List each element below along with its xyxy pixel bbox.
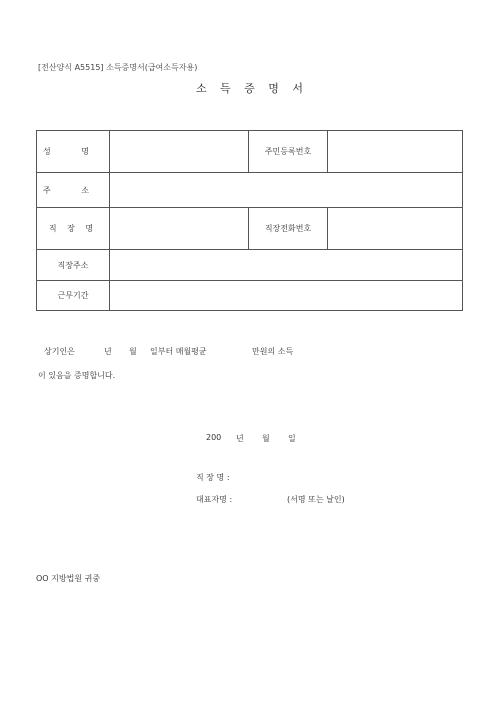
form-code: [전산양식 A5515] 소득증명서(급여소득자용) (38, 63, 198, 72)
info-table (36, 130, 463, 311)
work-period-field[interactable] (110, 281, 463, 311)
date-month-unit: 월 (262, 434, 270, 443)
address-field[interactable] (110, 173, 463, 208)
seal-note: (서명 또는 날인) (287, 495, 345, 504)
name-field[interactable] (110, 131, 249, 173)
date-year: 200 (206, 433, 222, 442)
statement-part-1: 상기인은 (44, 347, 75, 356)
document-title: 소 득 증 명 서 (195, 82, 309, 95)
statement-part-4: 일부터 매월평균 (150, 347, 207, 356)
workplace-phone-label: 직장전화번호 (249, 208, 328, 250)
statement-line-2: 이 있음을 증명합니다. (38, 371, 116, 380)
address-label: 주 소 (37, 173, 110, 208)
table-row (37, 250, 463, 281)
company-name-label: 직 장 명 : (196, 473, 230, 482)
workplace-label: 직 장 명 (37, 208, 110, 250)
table-row (37, 281, 463, 311)
name-label: 성 명 (37, 131, 110, 173)
statement-month-unit: 월 (129, 347, 137, 356)
table-row (37, 208, 463, 250)
court-addressee: OO 지방법원 귀중 (36, 574, 101, 583)
resident-number-label: 주민등록번호 (249, 131, 328, 173)
statement-year-unit: 년 (104, 347, 112, 356)
workplace-phone-field[interactable] (328, 208, 463, 250)
work-period-label: 근무기간 (37, 281, 110, 311)
table-row (37, 131, 463, 173)
date-day-unit: 일 (288, 434, 296, 443)
statement-part-5: 만원의 소득 (252, 347, 294, 356)
date-year-unit: 년 (236, 434, 244, 443)
workplace-address-label: 직장주소 (37, 250, 110, 281)
workplace-field[interactable] (110, 208, 249, 250)
resident-number-field[interactable] (328, 131, 463, 173)
workplace-address-field[interactable] (110, 250, 463, 281)
table-row (37, 173, 463, 208)
representative-label: 대표자명 : (196, 495, 233, 504)
